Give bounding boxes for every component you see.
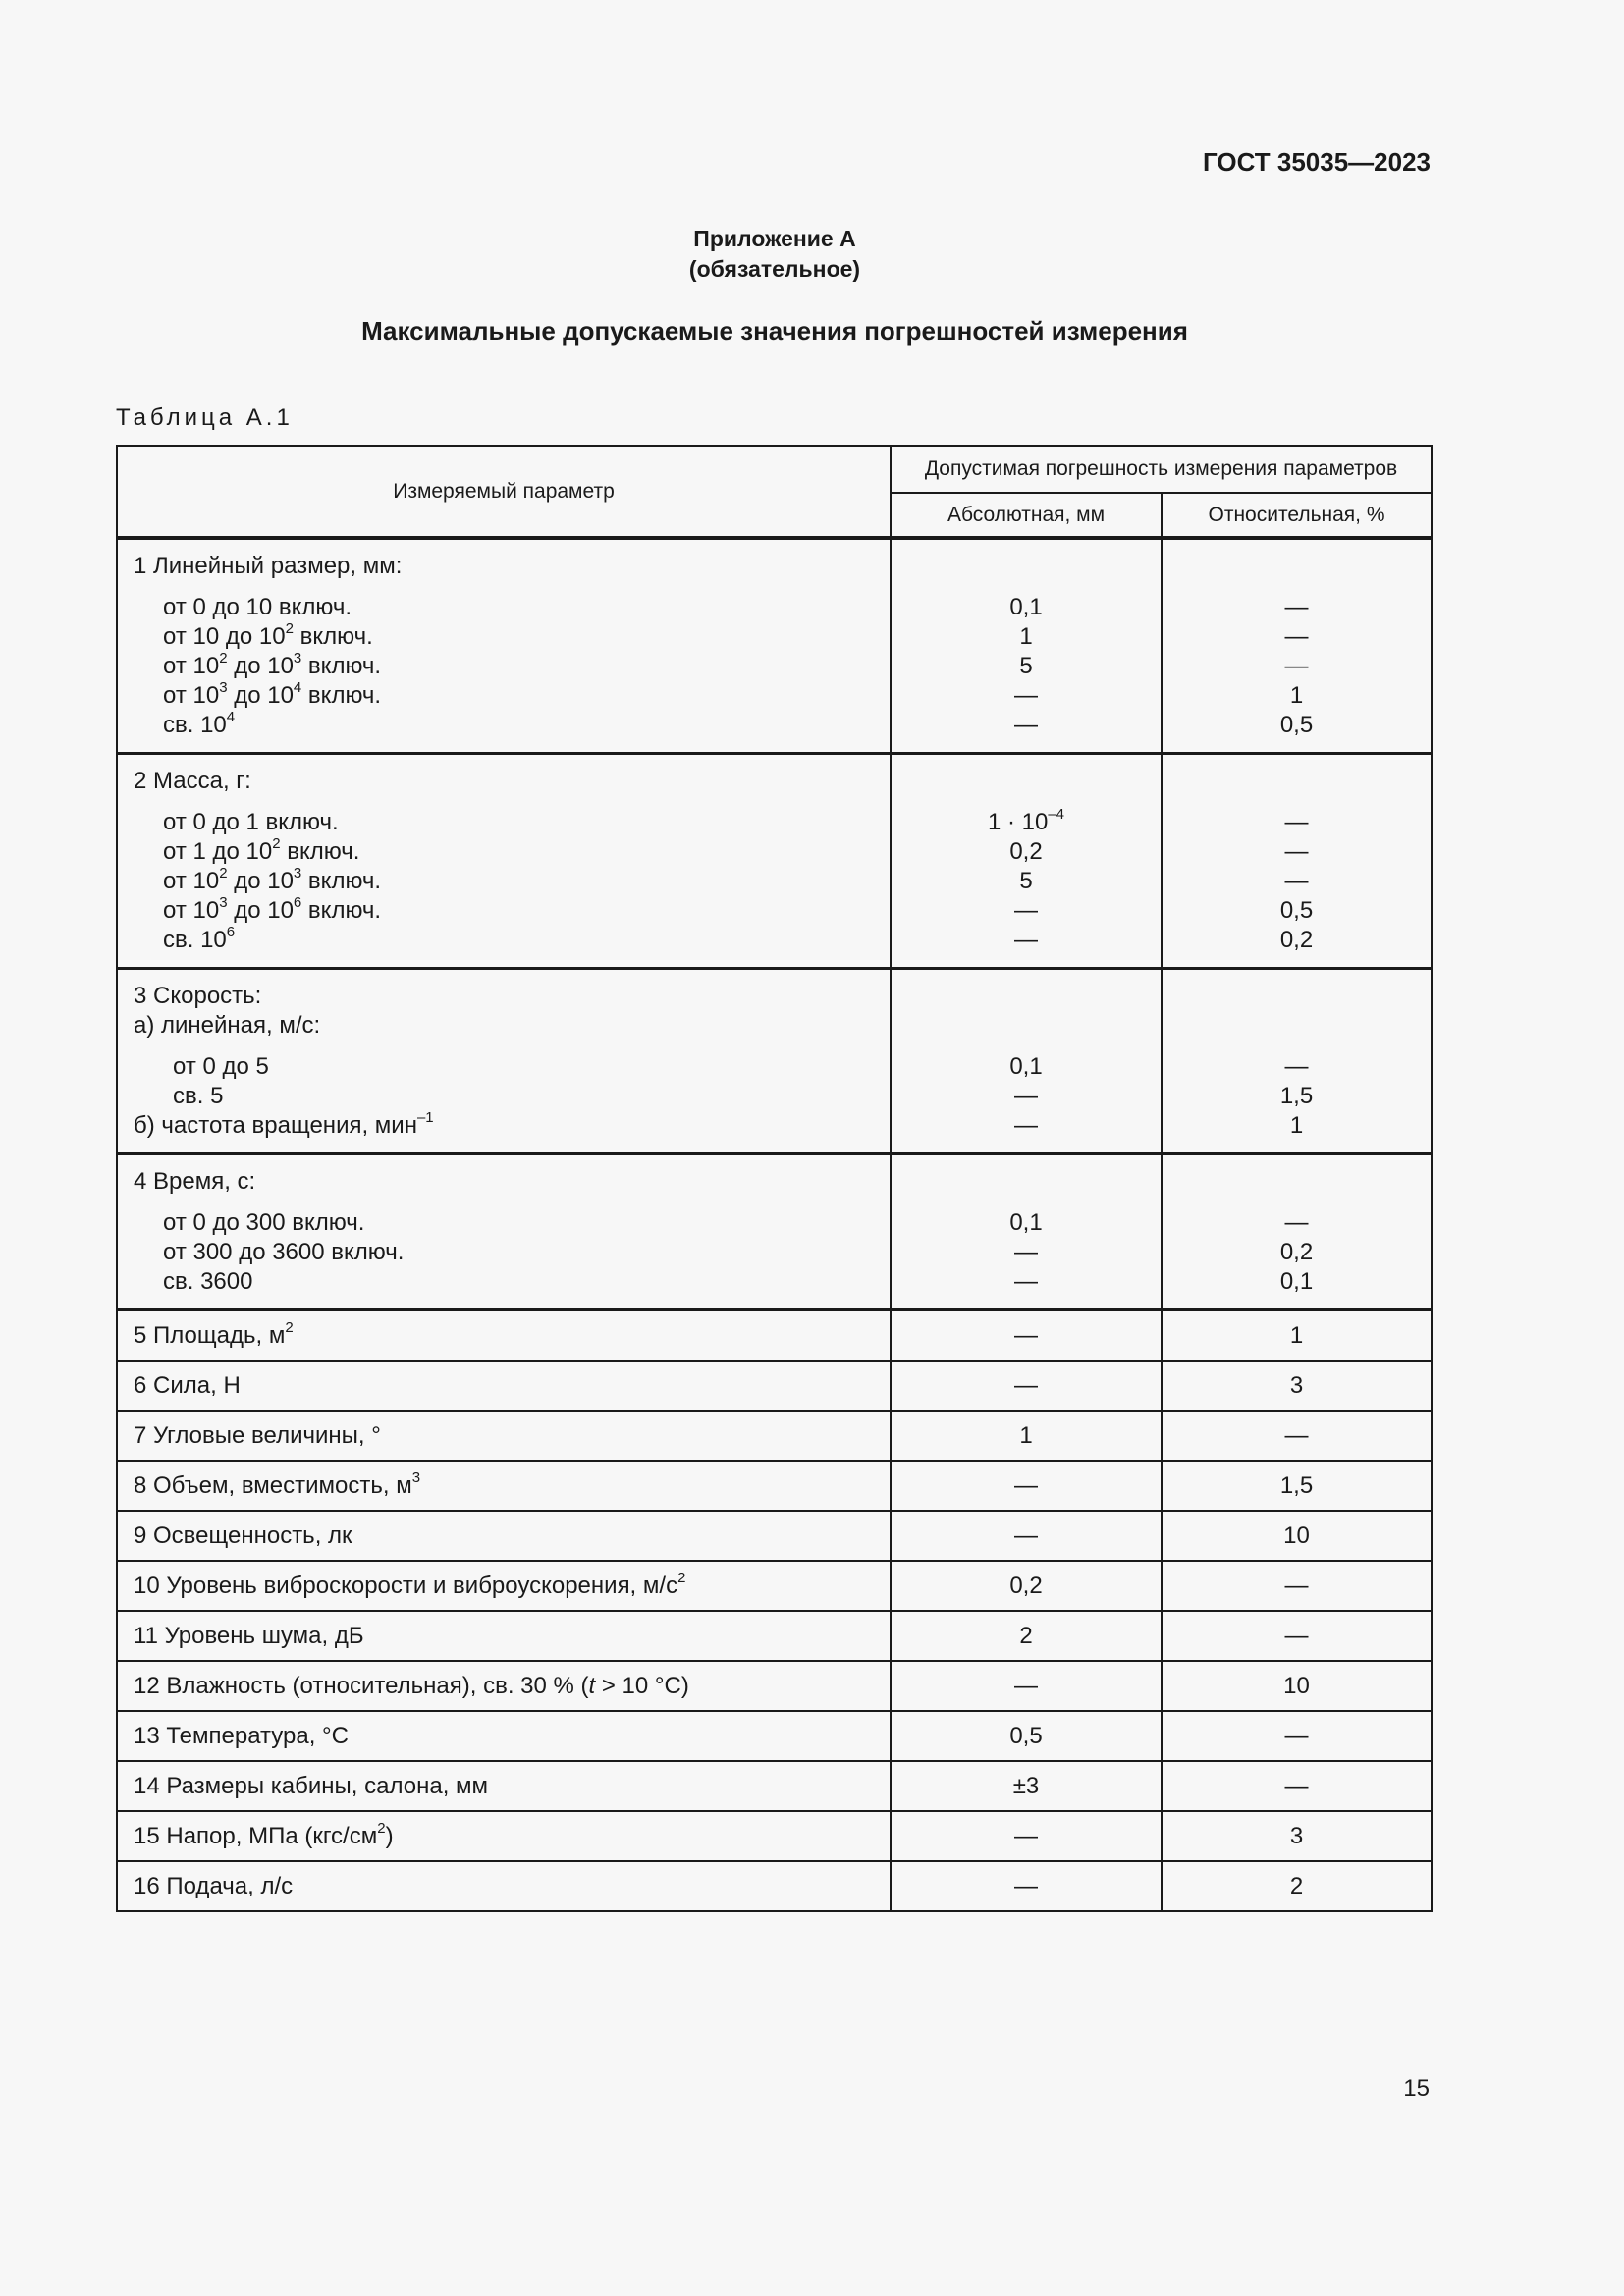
label-superscript: 4 [226, 709, 236, 725]
abs-value [892, 926, 1161, 955]
table-row [117, 1461, 1432, 1511]
param-label [134, 1318, 890, 1351]
range-label [134, 1208, 890, 1238]
abs-value-text: — [1014, 712, 1038, 738]
table-caption: Таблица А.1 [116, 404, 294, 431]
rel-value [1163, 926, 1431, 955]
group-subtitle [134, 1011, 890, 1041]
table-row [117, 1861, 1432, 1911]
rel-value-text: 0,1 [1279, 1268, 1314, 1295]
table-row [117, 1154, 1432, 1310]
abs-value [892, 711, 1161, 740]
label-text: до 10 [227, 868, 294, 894]
abs-cell [891, 1154, 1162, 1310]
abs-value-text: — [1014, 1083, 1038, 1109]
rel-cell: 1,5 [1162, 1461, 1432, 1511]
param-cell [117, 1154, 891, 1310]
group-title-text: 2 Масса, г: [134, 768, 251, 794]
range-label [134, 1238, 890, 1267]
rel-cell: 3 [1162, 1811, 1432, 1861]
spacer [1163, 755, 1431, 767]
abs-cell [891, 538, 1162, 754]
rel-value-text: 0,5 [1279, 712, 1314, 738]
abs-value [892, 681, 1161, 711]
main-title: Максимальные допускаемые значения погрешностей измерения [361, 316, 1188, 346]
rel-value-text: — [1284, 868, 1309, 894]
table-row [117, 1561, 1432, 1611]
table-row [117, 1411, 1432, 1461]
table-row [117, 1761, 1432, 1811]
blank-line [1163, 1011, 1431, 1041]
rel-value-text: 1,5 [1279, 1083, 1314, 1109]
spacer [1163, 1155, 1431, 1167]
label-superscript: 3 [219, 894, 228, 911]
label-text: от 10 [163, 653, 220, 679]
param-label [134, 1371, 890, 1401]
abs-value [892, 1052, 1161, 1082]
abs-value [892, 593, 1161, 622]
label-superscript: 6 [293, 894, 302, 911]
range-label [134, 1267, 890, 1297]
abs-value-text: 1 [1019, 623, 1033, 650]
param-cell [117, 1761, 891, 1811]
label-text: от 1 до 10 [163, 838, 273, 865]
spacer [1163, 581, 1431, 593]
rel-value [1163, 1208, 1431, 1238]
group-title [134, 767, 890, 796]
param-cell [117, 1661, 891, 1711]
rel-value [1163, 1082, 1431, 1111]
label-superscript: 4 [293, 679, 302, 696]
spacer [134, 1197, 890, 1208]
spacer [892, 1155, 1161, 1167]
rel-value [1163, 652, 1431, 681]
table-row [117, 538, 1432, 754]
label-text: 14 Размеры кабины, салона, мм [134, 1772, 489, 1799]
abs-value-text: 0,1 [1009, 1209, 1043, 1236]
label-text: от 10 до 10 [163, 623, 286, 650]
param-cell [117, 1861, 891, 1911]
rel-value [1163, 1111, 1431, 1141]
range-label [134, 808, 890, 837]
blank-line [892, 1011, 1161, 1041]
spacer [134, 796, 890, 808]
rel-value-text: — [1284, 594, 1309, 620]
abs-value-text: — [1014, 682, 1038, 709]
range-label [134, 593, 890, 622]
param-label [134, 1622, 890, 1651]
abs-value [892, 808, 1161, 837]
abs-value [892, 867, 1161, 896]
range-label [134, 926, 890, 955]
param-cell [117, 754, 891, 969]
group-subtitle-text: а) линейная, м/с: [134, 1012, 321, 1039]
header-rel: Относительная, % [1162, 493, 1432, 538]
label-text: от 10 [163, 682, 220, 709]
appendix-status: (обязательное) [688, 256, 861, 282]
label-text: до 10 [227, 682, 294, 709]
range-label [134, 681, 890, 711]
label-text: от 0 до 5 [173, 1053, 269, 1080]
abs-value [892, 1111, 1161, 1141]
param-cell [117, 1310, 891, 1362]
table-row [117, 969, 1432, 1154]
label-text: включ. [301, 897, 382, 924]
rel-value [1163, 593, 1431, 622]
rel-value-text: 0,2 [1279, 927, 1314, 953]
spacer [134, 1041, 890, 1052]
abs-value [892, 1238, 1161, 1267]
label-text: 16 Подача, л/с [134, 1872, 294, 1899]
header-abs: Абсолютная, мм [891, 493, 1162, 538]
label-text: до 10 [227, 897, 294, 924]
param-cell [117, 1811, 891, 1861]
label-superscript: 2 [219, 650, 228, 667]
abs-cell [891, 754, 1162, 969]
group-title-text: 1 Линейный размер, мм: [134, 553, 403, 579]
label-superscript: 3 [293, 650, 302, 667]
blank-line [1163, 1167, 1431, 1197]
rel-cell: 1 [1162, 1310, 1432, 1362]
param-label [134, 1872, 890, 1901]
spacer [134, 1297, 890, 1308]
page-number: 15 [1403, 2075, 1430, 2102]
param-label [134, 1772, 890, 1801]
label-text: 9 Освещенность, лк [134, 1522, 352, 1549]
label-superscript: 2 [219, 865, 228, 881]
param-cell [117, 1511, 891, 1561]
abs-cell: ±3 [891, 1761, 1162, 1811]
abs-cell: — [891, 1861, 1162, 1911]
abs-cell: 1 [891, 1411, 1162, 1461]
label-text: б) частота вращения, мин [134, 1112, 417, 1139]
label-text: > 10 °C) [595, 1672, 689, 1699]
label-text: включ. [280, 838, 360, 865]
spacer [892, 955, 1161, 967]
group-title [134, 552, 890, 581]
spacer [892, 1041, 1161, 1052]
label-text: до 10 [227, 653, 294, 679]
rel-cell [1162, 754, 1432, 969]
range-label [134, 622, 890, 652]
rel-value [1163, 808, 1431, 837]
rel-value [1163, 1238, 1431, 1267]
abs-cell: — [891, 1511, 1162, 1561]
blank-line [1163, 552, 1431, 581]
spacer [134, 1155, 890, 1167]
label-text: включ. [301, 653, 382, 679]
label-text: 11 Уровень шума, дБ [134, 1622, 364, 1649]
spacer [1163, 970, 1431, 982]
label-text: от 0 до 300 включ. [163, 1209, 365, 1236]
rel-cell: 10 [1162, 1511, 1432, 1561]
spacer [1163, 1197, 1431, 1208]
label-text: 12 Влажность (относительная), св. 30 % ( [134, 1672, 589, 1699]
param-cell [117, 1461, 891, 1511]
abs-value [892, 1208, 1161, 1238]
spacer [1163, 1041, 1431, 1052]
rel-cell: — [1162, 1711, 1432, 1761]
range-label [134, 1082, 890, 1111]
abs-cell: — [891, 1661, 1162, 1711]
param-cell [117, 1361, 891, 1411]
param-label [134, 1819, 890, 1851]
label-text: св. 5 [173, 1083, 224, 1109]
abs-superscript: –4 [1048, 806, 1065, 823]
table-row [117, 1310, 1432, 1362]
label-text: от 0 до 1 включ. [163, 809, 339, 835]
range-label [134, 867, 890, 896]
spacer [892, 540, 1161, 552]
label-text: 7 Угловые величины, ° [134, 1421, 381, 1449]
label-text: св. 10 [163, 927, 227, 953]
spacer [1163, 1141, 1431, 1152]
spacer [134, 755, 890, 767]
group-title [134, 1167, 890, 1197]
abs-cell: — [891, 1461, 1162, 1511]
abs-value [892, 837, 1161, 867]
spacer [892, 796, 1161, 808]
rel-value [1163, 867, 1431, 896]
rel-value-text: — [1284, 653, 1309, 679]
label-text: 5 Площадь, м [134, 1321, 286, 1349]
rel-value-text: 0,2 [1279, 1239, 1314, 1265]
range-label [134, 837, 890, 867]
label-superscript: 2 [377, 1819, 386, 1837]
spacer [892, 1141, 1161, 1152]
rel-cell: 2 [1162, 1861, 1432, 1911]
abs-value-text: 0,2 [1009, 838, 1043, 865]
label-superscript: 6 [226, 924, 236, 940]
abs-value-text: — [1014, 927, 1038, 953]
rel-cell [1162, 969, 1432, 1154]
abs-value [892, 896, 1161, 926]
table-row [117, 1711, 1432, 1761]
abs-cell: — [891, 1361, 1162, 1411]
label-superscript: 2 [285, 620, 294, 637]
param-label [134, 1672, 890, 1701]
rel-cell [1162, 1154, 1432, 1310]
spacer [892, 755, 1161, 767]
rel-value-text: 1 [1289, 682, 1304, 709]
label-text: от 300 до 3600 включ. [163, 1239, 405, 1265]
spacer [1163, 955, 1431, 967]
param-cell [117, 969, 891, 1154]
abs-cell: — [891, 1310, 1162, 1362]
spacer [892, 970, 1161, 982]
spacer [892, 1297, 1161, 1308]
range-label [134, 1111, 890, 1141]
rel-value [1163, 622, 1431, 652]
label-text: 13 Температура, °С [134, 1722, 349, 1749]
rel-value [1163, 837, 1431, 867]
abs-value-text: 5 [1019, 653, 1033, 679]
table-row [117, 754, 1432, 969]
rel-value-text: — [1284, 809, 1309, 835]
abs-value [892, 1267, 1161, 1297]
group-title-text: 3 Скорость: [134, 983, 262, 1009]
range-label [134, 1052, 890, 1082]
label-superscript: 2 [677, 1569, 686, 1586]
rel-value [1163, 896, 1431, 926]
abs-cell: 0,2 [891, 1561, 1162, 1611]
blank-line [892, 767, 1161, 796]
rel-value-text: — [1284, 1053, 1309, 1080]
param-cell [117, 538, 891, 754]
label-text: включ. [301, 868, 382, 894]
spacer [134, 955, 890, 967]
label-superscript: 3 [411, 1468, 421, 1486]
abs-value-text: 0,1 [1009, 594, 1043, 620]
abs-value-text: — [1014, 1268, 1038, 1295]
blank-line [892, 552, 1161, 581]
label-text: включ. [293, 623, 373, 650]
abs-cell [891, 969, 1162, 1154]
spacer [134, 740, 890, 752]
rel-value [1163, 1052, 1431, 1082]
label-text: от 10 [163, 897, 220, 924]
spacer [134, 970, 890, 982]
label-superscript: 2 [272, 835, 281, 852]
abs-value-text: 5 [1019, 868, 1033, 894]
param-cell [117, 1561, 891, 1611]
abs-value-text: — [1014, 1239, 1038, 1265]
spacer [1163, 1297, 1431, 1308]
label-text: св. 3600 [163, 1268, 253, 1295]
range-label [134, 711, 890, 740]
abs-value [892, 622, 1161, 652]
param-cell [117, 1611, 891, 1661]
appendix-title: Приложение А [693, 226, 856, 251]
rel-cell: — [1162, 1761, 1432, 1811]
label-italic: t [588, 1672, 596, 1699]
spacer [892, 581, 1161, 593]
header-param: Измеряемый параметр [117, 446, 891, 538]
label-superscript: 3 [293, 865, 302, 881]
param-cell [117, 1711, 891, 1761]
param-label [134, 1722, 890, 1751]
rel-cell: 10 [1162, 1661, 1432, 1711]
header-group: Допустимая погрешность измерения параметров [891, 446, 1432, 493]
abs-value-text: 1 · 10 [987, 809, 1049, 835]
tolerance-table [116, 445, 1433, 1912]
label-text: св. 10 [163, 712, 227, 738]
label-text: ) [385, 1822, 394, 1849]
range-label [134, 652, 890, 681]
group-title [134, 982, 890, 1011]
range-label [134, 896, 890, 926]
rel-cell: — [1162, 1611, 1432, 1661]
label-superscript: 2 [285, 1318, 294, 1336]
param-label [134, 1569, 890, 1601]
spacer [1163, 740, 1431, 752]
label-text: от 10 [163, 868, 220, 894]
table-row [117, 1611, 1432, 1661]
abs-cell: — [891, 1811, 1162, 1861]
rel-value-text: — [1284, 623, 1309, 650]
spacer [892, 1197, 1161, 1208]
table-row [117, 1361, 1432, 1411]
param-label [134, 1522, 890, 1551]
appendix-heading [0, 224, 1549, 285]
rel-value-text: 0,5 [1279, 897, 1314, 924]
rel-value [1163, 1267, 1431, 1297]
label-text: 10 Уровень виброскорости и виброускорения, м/с [134, 1572, 678, 1599]
rel-cell: 3 [1162, 1361, 1432, 1411]
rel-value-text: — [1284, 838, 1309, 865]
rel-cell: — [1162, 1561, 1432, 1611]
abs-value-text: 0,1 [1009, 1053, 1043, 1080]
spacer [134, 1141, 890, 1152]
spacer [1163, 796, 1431, 808]
blank-line [1163, 767, 1431, 796]
label-superscript: –1 [416, 1109, 434, 1126]
abs-value-text: — [1014, 897, 1038, 924]
abs-cell: 2 [891, 1611, 1162, 1661]
abs-value [892, 652, 1161, 681]
rel-cell [1162, 538, 1432, 754]
label-superscript: 3 [219, 679, 228, 696]
abs-value-text: — [1014, 1112, 1038, 1139]
blank-line [892, 1167, 1161, 1197]
param-cell [117, 1411, 891, 1461]
label-text: 8 Объем, вместимость, м [134, 1471, 412, 1499]
label-text: 6 Сила, Н [134, 1371, 241, 1399]
rel-value [1163, 711, 1431, 740]
document-code: ГОСТ 35035—2023 [1203, 147, 1431, 177]
label-text: включ. [301, 682, 382, 709]
abs-cell: 0,5 [891, 1711, 1162, 1761]
table-row [117, 1811, 1432, 1861]
rel-value-text: — [1284, 1209, 1309, 1236]
rel-cell: — [1162, 1411, 1432, 1461]
group-title-text: 4 Время, с: [134, 1168, 256, 1195]
blank-line [892, 982, 1161, 1011]
table-row [117, 1661, 1432, 1711]
blank-line [1163, 982, 1431, 1011]
label-text: 15 Напор, МПа (кгс/см [134, 1822, 378, 1849]
param-label [134, 1468, 890, 1501]
spacer [134, 581, 890, 593]
abs-value [892, 1082, 1161, 1111]
param-label [134, 1421, 890, 1451]
rel-value-text: 1 [1289, 1112, 1304, 1139]
rel-value [1163, 681, 1431, 711]
label-text: от 0 до 10 включ. [163, 594, 352, 620]
spacer [134, 540, 890, 552]
spacer [892, 740, 1161, 752]
table-row [117, 1511, 1432, 1561]
spacer [1163, 540, 1431, 552]
